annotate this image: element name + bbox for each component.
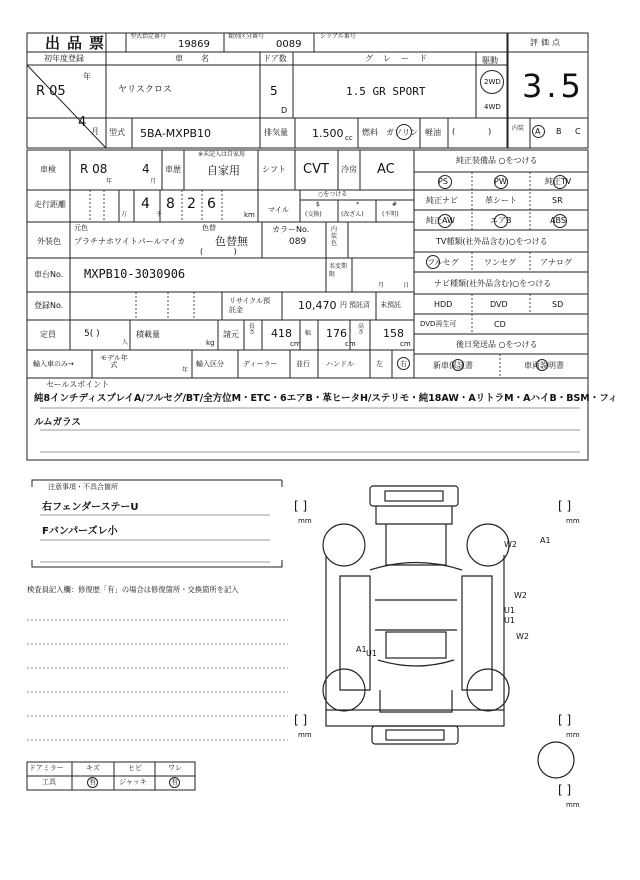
- sales-line-2: ルムガラス: [34, 417, 81, 428]
- post-warranty: 新車保証書: [433, 361, 473, 370]
- doors: 5: [270, 84, 278, 98]
- title-change-label: 名変期限: [329, 263, 348, 278]
- color-code: 089: [289, 237, 307, 247]
- navi-sd: SD: [552, 300, 564, 309]
- ac-label: 冷房: [341, 165, 357, 174]
- chassis-no: MXPB10-3030906: [84, 267, 186, 281]
- notes-line-1: 右フェンダーステーU: [42, 502, 139, 513]
- class-no-label: 類別区分番号: [228, 33, 265, 40]
- equip-navi: 純正ナビ: [426, 196, 458, 205]
- car-name-label: 車名: [175, 54, 227, 63]
- import-type-label: 輸入区分: [196, 360, 224, 368]
- tire-rl-bracket: [ ]: [294, 713, 308, 727]
- interior-color-label: 内装色: [331, 226, 338, 248]
- legend-jack: ジャッキ: [119, 778, 147, 786]
- drive-label: 駆動: [482, 56, 498, 65]
- mileage-swap-sym: $: [316, 201, 320, 208]
- equipment-header: 純正装備品 ○をつける: [456, 156, 538, 165]
- sales-label: セールスポイント: [46, 380, 110, 389]
- displacement-label: 排気量: [264, 128, 288, 137]
- inspection-month: 4: [142, 162, 150, 176]
- sales-line-1: 純8インチディスプレイA/フルセグ/BT/全方位M・ETC・6エアB・革ヒータH/ステリモ・純18AW・AリトラM・AハイB・BSM・フィ: [34, 393, 618, 404]
- orig-color-label: 元色: [74, 224, 88, 232]
- navi-hdd: HDD: [434, 300, 453, 309]
- import-year-unit: 年: [182, 367, 189, 374]
- dvd-play-label: DVD再生可: [420, 320, 457, 328]
- navi-header: ナビ種類(社外品含む)○をつける: [434, 279, 552, 288]
- type-no-label: 型式指定番号: [130, 33, 167, 40]
- mileage-tamper-sym: *: [356, 201, 359, 208]
- equip-ps: PS: [438, 177, 448, 186]
- diesel-bracket: ( ): [452, 127, 492, 136]
- width-label: 幅: [305, 330, 312, 337]
- equip-abs: ABS: [550, 216, 566, 225]
- spare-bracket: [ ]: [558, 783, 572, 797]
- chassis-month: 月: [378, 282, 385, 289]
- fuel-diesel: 軽油: [425, 128, 441, 137]
- first-reg-era: R 05: [36, 84, 66, 99]
- chassis-label: 車台No.: [34, 270, 64, 279]
- mileage-digit-2: 8: [166, 196, 175, 212]
- history-label: 車歴: [165, 165, 181, 174]
- recycle-amount: 10,470: [298, 299, 337, 312]
- mileage-unknown: (不明): [382, 211, 399, 218]
- shift-label: シフト: [262, 165, 286, 174]
- grade: 1.5 GR SPORT: [346, 85, 426, 98]
- tire-rr-mm: mm: [566, 731, 580, 739]
- post-manual-circle: [536, 359, 548, 371]
- drive-2wd: 2WD: [484, 78, 501, 86]
- legend-tools: 工具: [42, 778, 56, 786]
- mileage-digit-4: 6: [207, 196, 216, 212]
- damage-mark: W2: [514, 591, 527, 600]
- length-label: 長さ: [249, 323, 256, 336]
- tv-full: フルセグ: [427, 258, 459, 267]
- inspector-label: 検査員記入欄：修復歴「有」の場合は修復箇所・交換箇所を記入: [27, 585, 239, 594]
- legend-mirror: ドアミラー: [29, 764, 64, 772]
- history-note: ※未記入は自家用: [198, 151, 246, 158]
- equip-abs-circle: [553, 214, 567, 228]
- height-label: 高さ: [358, 323, 365, 336]
- damage-mark: W2: [516, 632, 529, 641]
- load-kg: kg: [206, 339, 215, 347]
- equip-tv: 純正TV: [545, 177, 572, 186]
- notes-label: 注意事項・不具合箇所: [48, 483, 118, 491]
- import-parallel: 並行: [296, 360, 310, 368]
- width-cm: cm: [345, 340, 356, 348]
- ac-value: AC: [377, 162, 395, 177]
- fuel-selected-circle: [396, 124, 412, 140]
- first-reg-month: 4: [78, 115, 87, 130]
- cc-unit: cc: [345, 134, 353, 142]
- post-warranty-circle: [452, 359, 464, 371]
- not-deposited: 未預託: [380, 301, 401, 309]
- import-dealer: ディーラー: [243, 360, 278, 368]
- tv-full-circle: [426, 255, 440, 269]
- grade-label: グレード: [365, 54, 437, 63]
- mileage-digit-3: 2: [187, 196, 196, 212]
- fuel-gasoline: ガソリン: [386, 128, 418, 137]
- mileage-tamper: (改ざん): [341, 211, 364, 218]
- mileage-sen: 千: [156, 211, 163, 218]
- tire-fl-mm: mm: [298, 517, 312, 525]
- height-value: 158: [383, 327, 404, 340]
- damage-mark: A1: [356, 645, 367, 654]
- post-header: 後日発送品 ○をつける: [456, 340, 538, 349]
- cd-label: CD: [494, 320, 506, 329]
- drive-4wd: 4WD: [484, 103, 501, 111]
- shift-value: CVT: [303, 162, 329, 177]
- car-name: ヤリスクロス: [118, 85, 172, 95]
- equip-pw-circle: [494, 175, 508, 189]
- mileage-label: 走行距離: [34, 200, 66, 209]
- doors-label: ドア数: [263, 54, 287, 63]
- damage-mark: W2: [504, 540, 517, 549]
- inspection-year-unit: 年: [106, 178, 113, 185]
- inspection-label: 車検: [40, 165, 56, 174]
- page-title: 出品票: [45, 34, 112, 52]
- color-changed: 色替無: [215, 235, 248, 248]
- registration-label: 登録No.: [34, 301, 64, 310]
- load-label: 積載量: [136, 330, 160, 339]
- inspection-era: R 08: [80, 162, 108, 176]
- tire-fl-bracket: [ ]: [294, 499, 308, 513]
- tv-header: TV種類(社外品含む)○をつける: [436, 237, 548, 246]
- color-paren: ( ): [200, 247, 237, 256]
- tire-rr-bracket: [ ]: [558, 713, 572, 727]
- capacity-label: 定員: [40, 330, 56, 339]
- class-no: 0089: [276, 39, 302, 50]
- interior-label: 内装: [512, 125, 525, 132]
- equip-airbag-circle: [494, 214, 508, 228]
- interior-a: A: [535, 127, 541, 136]
- legend-scratch: キズ: [86, 764, 100, 772]
- equip-aw-circle: [438, 214, 452, 228]
- first-reg-month-unit: 月: [91, 127, 99, 136]
- mileage-mile: マイル: [268, 206, 289, 214]
- equip-sr: SR: [552, 196, 563, 205]
- doors-sub: D: [281, 106, 288, 115]
- grade-score-label: 評価点: [530, 38, 563, 47]
- navi-dvd: DVD: [490, 300, 508, 309]
- history-value: 自家用: [207, 164, 240, 177]
- capacity-value: 5( ): [84, 329, 100, 339]
- post-manual: 車両説明書: [524, 361, 564, 370]
- color-change-label: 色替: [202, 224, 216, 232]
- first-reg-label: 初年度登録: [44, 54, 84, 63]
- damage-mark: A1: [540, 536, 551, 545]
- equip-ps-circle: [438, 175, 452, 189]
- dims-label: 諸元: [223, 330, 239, 339]
- tire-rl-mm: mm: [298, 731, 312, 739]
- legend-jack-yes: 有: [171, 778, 178, 786]
- handle-label: ハンドル: [326, 360, 354, 368]
- spare-mm: mm: [566, 801, 580, 809]
- capacity-unit: 人: [122, 339, 129, 346]
- handle-right: 右: [400, 360, 407, 368]
- grade-score: 3.5: [522, 67, 585, 105]
- damage-mark: U1: [366, 649, 377, 658]
- length-cm: cm: [290, 340, 301, 348]
- type-no: 19869: [178, 39, 210, 50]
- recycle-status: 預託済: [349, 301, 370, 309]
- chassis-day: 日: [403, 282, 410, 289]
- model-year-label: モデル年式: [100, 354, 128, 369]
- handle-left: 左: [376, 360, 383, 368]
- displacement: 1.500: [312, 127, 344, 140]
- color-label: 外装色: [37, 237, 61, 246]
- recycle-label: リサイクル預託金: [229, 297, 271, 315]
- first-reg-year-unit: 年: [83, 72, 91, 81]
- model: 5BA-MXPB10: [140, 127, 212, 140]
- length-value: 418: [271, 327, 292, 340]
- recycle-unit: 円: [340, 301, 347, 309]
- serial-label: シリアル番号: [320, 33, 356, 40]
- color-code-label: カラーNo.: [272, 225, 310, 234]
- model-label: 型式: [109, 128, 125, 137]
- mileage-unknown-sym: #: [392, 201, 398, 208]
- mileage-man: 万: [121, 211, 128, 218]
- mileage-digit-1: 4: [141, 196, 150, 212]
- equip-tv-circle: [553, 175, 567, 189]
- legend-crack: ヒビ: [128, 764, 142, 772]
- mileage-circle-note: ○をつける: [318, 191, 348, 198]
- interior-c: C: [575, 127, 581, 136]
- equip-aw: 純正AW: [426, 216, 455, 225]
- height-cm: cm: [400, 340, 411, 348]
- import-label: 輸入車のみ→: [33, 360, 74, 368]
- legend-tools-yes: 有: [89, 778, 96, 786]
- orig-color: プラチナホワイトパールマイカ: [74, 237, 186, 246]
- equip-leather: 革シート: [485, 196, 517, 205]
- tire-fr-bracket: [ ]: [558, 499, 572, 513]
- inspection-month-unit: 月: [150, 178, 157, 185]
- fuel-label: 燃料: [362, 128, 378, 137]
- width-value: 176: [326, 327, 347, 340]
- legend-break: ワレ: [168, 764, 182, 772]
- notes-line-2: Fバンパーズレ小: [42, 526, 118, 537]
- damage-mark: U1: [504, 616, 515, 625]
- interior-b: B: [556, 127, 562, 136]
- mileage-km: km: [244, 211, 255, 219]
- tv-one: ワンセグ: [484, 258, 516, 267]
- damage-mark: U1: [504, 606, 515, 615]
- tv-analog: アナログ: [540, 258, 572, 267]
- tire-fr-mm: mm: [566, 517, 580, 525]
- mileage-swap: (交換): [305, 211, 322, 218]
- equip-pw: PW: [494, 177, 507, 186]
- car-diagram: [323, 486, 574, 778]
- equip-airbag: エアB: [490, 216, 512, 225]
